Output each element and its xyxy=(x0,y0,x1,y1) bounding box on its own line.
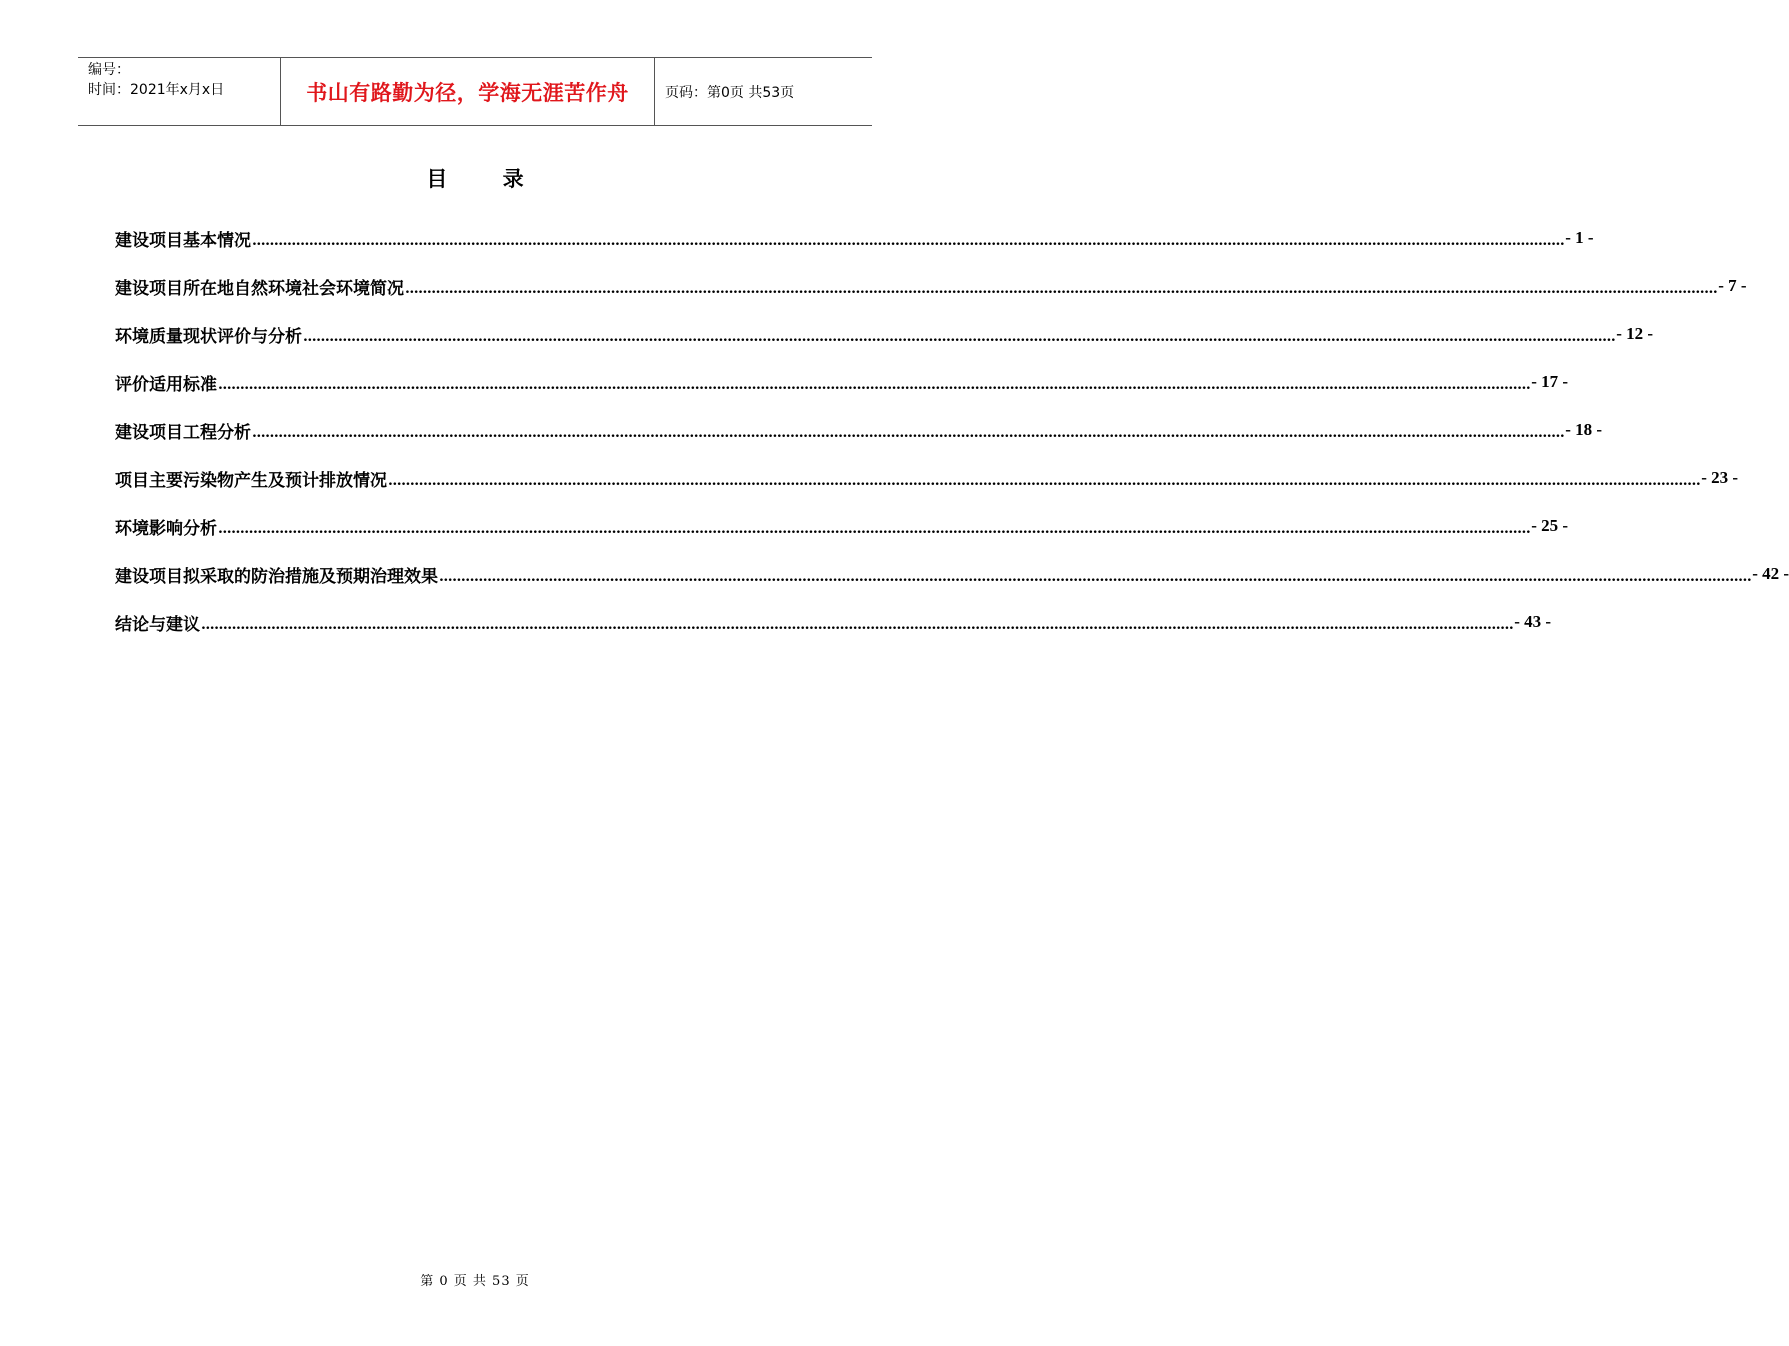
toc-entry[interactable] xyxy=(115,310,1654,358)
toc-entry-label: 评价适用标准 xyxy=(115,374,217,395)
toc-entry-page: - 1 - xyxy=(1565,228,1594,247)
toc-entry[interactable] xyxy=(115,406,1603,454)
header-page-info: 页码：第0页 共53页 xyxy=(665,84,795,101)
toc-entry-page: - 17 - xyxy=(1531,372,1569,391)
toc-leader-dots: ............................................................................................................................................................................................................................................................................................................ xyxy=(218,521,1531,537)
toc-entry[interactable] xyxy=(115,502,1569,550)
toc-leader-dots: ............................................................................................................................................................................................................................................................................................................ xyxy=(252,425,1565,441)
toc-leader-dots: ............................................................................................................................................................................................................................................................................................................ xyxy=(303,329,1616,345)
toc-entry-label: 建设项目基本情况 xyxy=(115,230,251,251)
toc-entry-label: 环境质量现状评价与分析 xyxy=(115,326,302,347)
toc-leader-dots: ............................................................................................................................................................................................................................................................................................................ xyxy=(201,617,1514,633)
page-header xyxy=(78,57,872,126)
toc-entry-label: 结论与建议 xyxy=(115,614,200,635)
toc-entry-page: - 18 - xyxy=(1565,420,1603,439)
table-of-contents xyxy=(115,214,1789,646)
header-page-cell xyxy=(655,58,872,125)
toc-entry[interactable] xyxy=(115,262,1747,310)
header-motto-cell xyxy=(280,58,655,125)
header-motto: 书山有路勤为径，学海无涯苦作舟 xyxy=(306,80,629,105)
toc-leader-dots: ............................................................................................................................................................................................................................................................................................................ xyxy=(388,473,1701,489)
toc-entry-label: 建设项目所在地自然环境社会环境简况 xyxy=(115,278,404,299)
document-date-label: 时间：2021年x月x日 xyxy=(88,82,225,98)
toc-entry[interactable] xyxy=(115,358,1569,406)
toc-leader-dots: ............................................................................................................................................................................................................................................................................................................ xyxy=(405,281,1718,297)
toc-entry[interactable] xyxy=(115,550,1789,598)
toc-entry[interactable] xyxy=(115,214,1594,262)
toc-entry-page: - 42 - xyxy=(1752,564,1789,583)
document-number-label: 编号： xyxy=(88,62,130,78)
toc-entry-label: 建设项目拟采取的防治措施及预期治理效果 xyxy=(115,566,438,587)
toc-entry-page: - 7 - xyxy=(1718,276,1747,295)
toc-entry-label: 项目主要污染物产生及预计排放情况 xyxy=(115,470,387,491)
header-meta-cell xyxy=(78,58,280,125)
toc-entry-page: - 23 - xyxy=(1701,468,1739,487)
toc-entry-page: - 43 - xyxy=(1514,612,1552,631)
toc-entry-label: 环境影响分析 xyxy=(115,518,217,539)
toc-entry-page: - 25 - xyxy=(1531,516,1569,535)
toc-leader-dots: ............................................................................................................................................................................................................................................................................................................ xyxy=(252,233,1565,249)
toc-entry[interactable] xyxy=(115,598,1552,646)
page-footer: 第 0 页 共 53 页 xyxy=(420,1274,530,1289)
toc-leader-dots: ............................................................................................................................................................................................................................................................................................................ xyxy=(218,377,1531,393)
toc-entry-label: 建设项目工程分析 xyxy=(115,422,251,443)
toc-leader-dots: ............................................................................................................................................................................................................................................................................................................ xyxy=(439,569,1752,585)
toc-title: 目 录 xyxy=(426,167,548,191)
toc-entry[interactable] xyxy=(115,454,1739,502)
toc-entry-page: - 12 - xyxy=(1616,324,1654,343)
